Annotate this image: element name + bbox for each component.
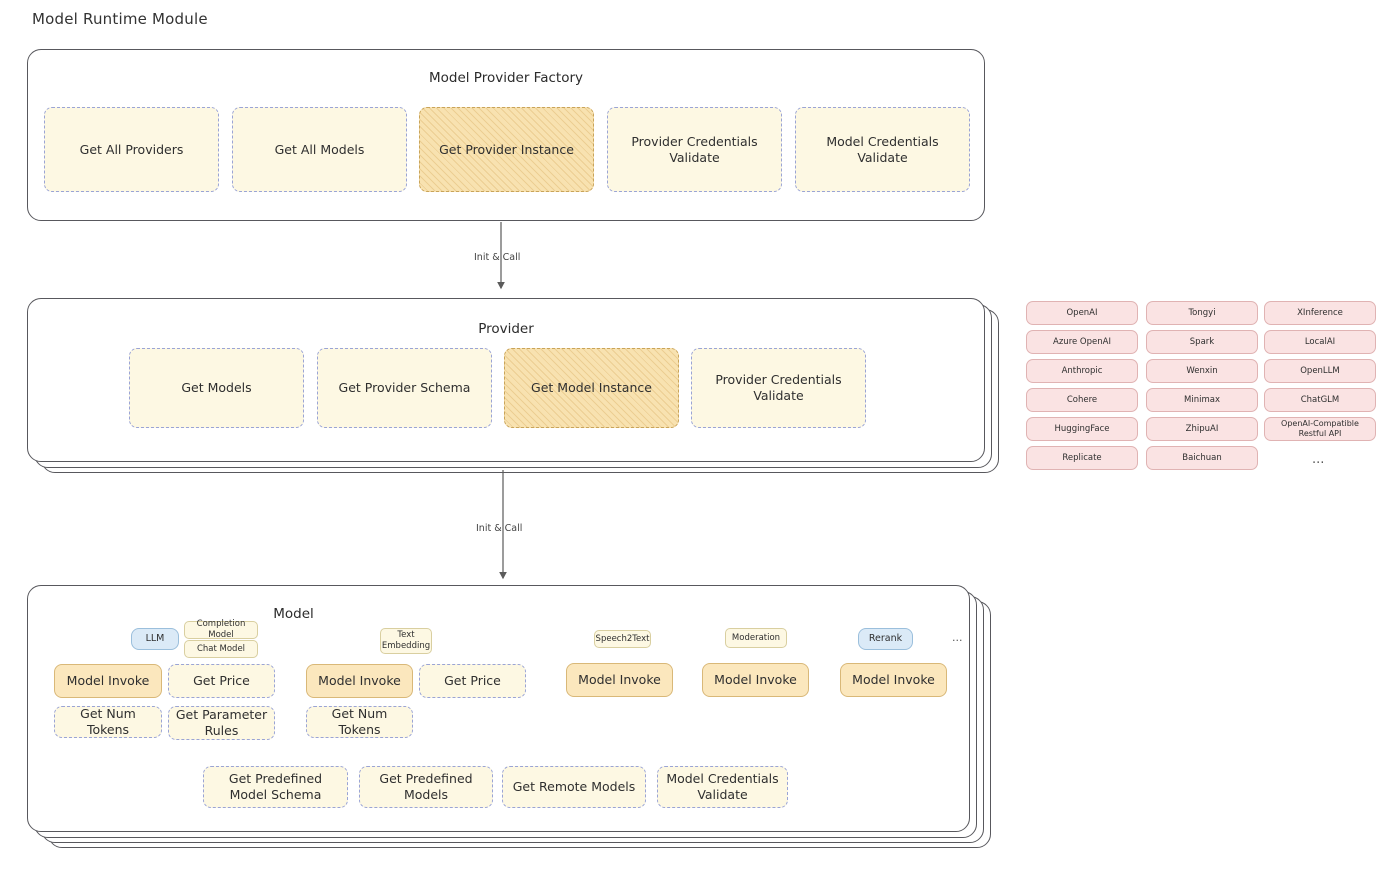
node-get-remote-models[interactable]: Get Remote Models <box>502 766 646 808</box>
node-llm-model-invoke[interactable]: Model Invoke <box>54 664 162 698</box>
node-get-predefined-models[interactable]: Get Predefined Models <box>359 766 493 808</box>
node-provider-credentials-validate[interactable]: Provider Credentials Validate <box>691 348 866 428</box>
vendor-chip[interactable]: Replicate <box>1026 446 1138 470</box>
vendor-chip[interactable]: Azure OpenAI <box>1026 330 1138 354</box>
vendor-chip[interactable]: Wenxin <box>1146 359 1258 383</box>
vendor-chip[interactable]: ZhipuAI <box>1146 417 1258 441</box>
vendor-chip[interactable]: Cohere <box>1026 388 1138 412</box>
node-llm-get-price[interactable]: Get Price <box>168 664 275 698</box>
node-moderation-model-invoke[interactable]: Model Invoke <box>702 663 809 697</box>
model-type-llm[interactable]: LLM <box>131 628 179 650</box>
vendor-chip[interactable]: Baichuan <box>1146 446 1258 470</box>
model-type-speech2text[interactable]: Speech2Text <box>594 630 651 648</box>
provider-title: Provider <box>478 321 534 337</box>
node-model-credentials-validate-factory[interactable]: Model Credentials Validate <box>795 107 970 192</box>
node-embedding-get-price[interactable]: Get Price <box>419 664 526 698</box>
node-rerank-model-invoke[interactable]: Model Invoke <box>840 663 947 697</box>
vendor-chip[interactable]: OpenAI <box>1026 301 1138 325</box>
vendor-chip[interactable]: Minimax <box>1146 388 1258 412</box>
vendor-chip[interactable]: OpenLLM <box>1264 359 1376 383</box>
model-title: Model <box>273 606 314 622</box>
node-provider-credentials-validate-factory[interactable]: Provider Credentials Validate <box>607 107 782 192</box>
vendor-chip[interactable]: LocalAI <box>1264 330 1376 354</box>
model-type-text-embedding[interactable]: Text Embedding <box>380 628 432 654</box>
model-type-chat-model[interactable]: Chat Model <box>184 640 258 658</box>
node-llm-get-num-tokens[interactable]: Get Num Tokens <box>54 706 162 738</box>
node-get-provider-schema[interactable]: Get Provider Schema <box>317 348 492 428</box>
model-type-completion-model[interactable]: Completion Model <box>184 621 258 639</box>
arrow-label-init-call-2: Init & Call <box>476 523 523 534</box>
model-type-ellipsis: ... <box>952 631 963 644</box>
node-get-models[interactable]: Get Models <box>129 348 304 428</box>
vendor-chip[interactable]: XInference <box>1264 301 1376 325</box>
vendor-chip[interactable]: Tongyi <box>1146 301 1258 325</box>
arrow-label-init-call-1: Init & Call <box>474 252 521 263</box>
node-speech2text-model-invoke[interactable]: Model Invoke <box>566 663 673 697</box>
vendor-chip[interactable]: ChatGLM <box>1264 388 1376 412</box>
node-embedding-get-num-tokens[interactable]: Get Num Tokens <box>306 706 413 738</box>
node-embedding-model-invoke[interactable]: Model Invoke <box>306 664 413 698</box>
diagram-title: Model Runtime Module <box>32 10 208 28</box>
vendor-list-ellipsis: ... <box>1312 452 1325 467</box>
vendor-chip[interactable]: OpenAI-Compatible Restful API <box>1264 417 1376 441</box>
model-type-rerank[interactable]: Rerank <box>858 628 913 650</box>
model-provider-factory-title: Model Provider Factory <box>428 70 583 86</box>
node-get-model-instance[interactable]: Get Model Instance <box>504 348 679 428</box>
node-get-all-models[interactable]: Get All Models <box>232 107 407 192</box>
node-llm-get-parameter-rules[interactable]: Get Parameter Rules <box>168 706 275 740</box>
node-get-predefined-model-schema[interactable]: Get Predefined Model Schema <box>203 766 348 808</box>
model-type-moderation[interactable]: Moderation <box>725 628 787 648</box>
node-get-provider-instance[interactable]: Get Provider Instance <box>419 107 594 192</box>
node-get-all-providers[interactable]: Get All Providers <box>44 107 219 192</box>
vendor-chip[interactable]: Anthropic <box>1026 359 1138 383</box>
node-model-credentials-validate-model[interactable]: Model Credentials Validate <box>657 766 788 808</box>
vendor-chip[interactable]: Spark <box>1146 330 1258 354</box>
vendor-chip[interactable]: HuggingFace <box>1026 417 1138 441</box>
